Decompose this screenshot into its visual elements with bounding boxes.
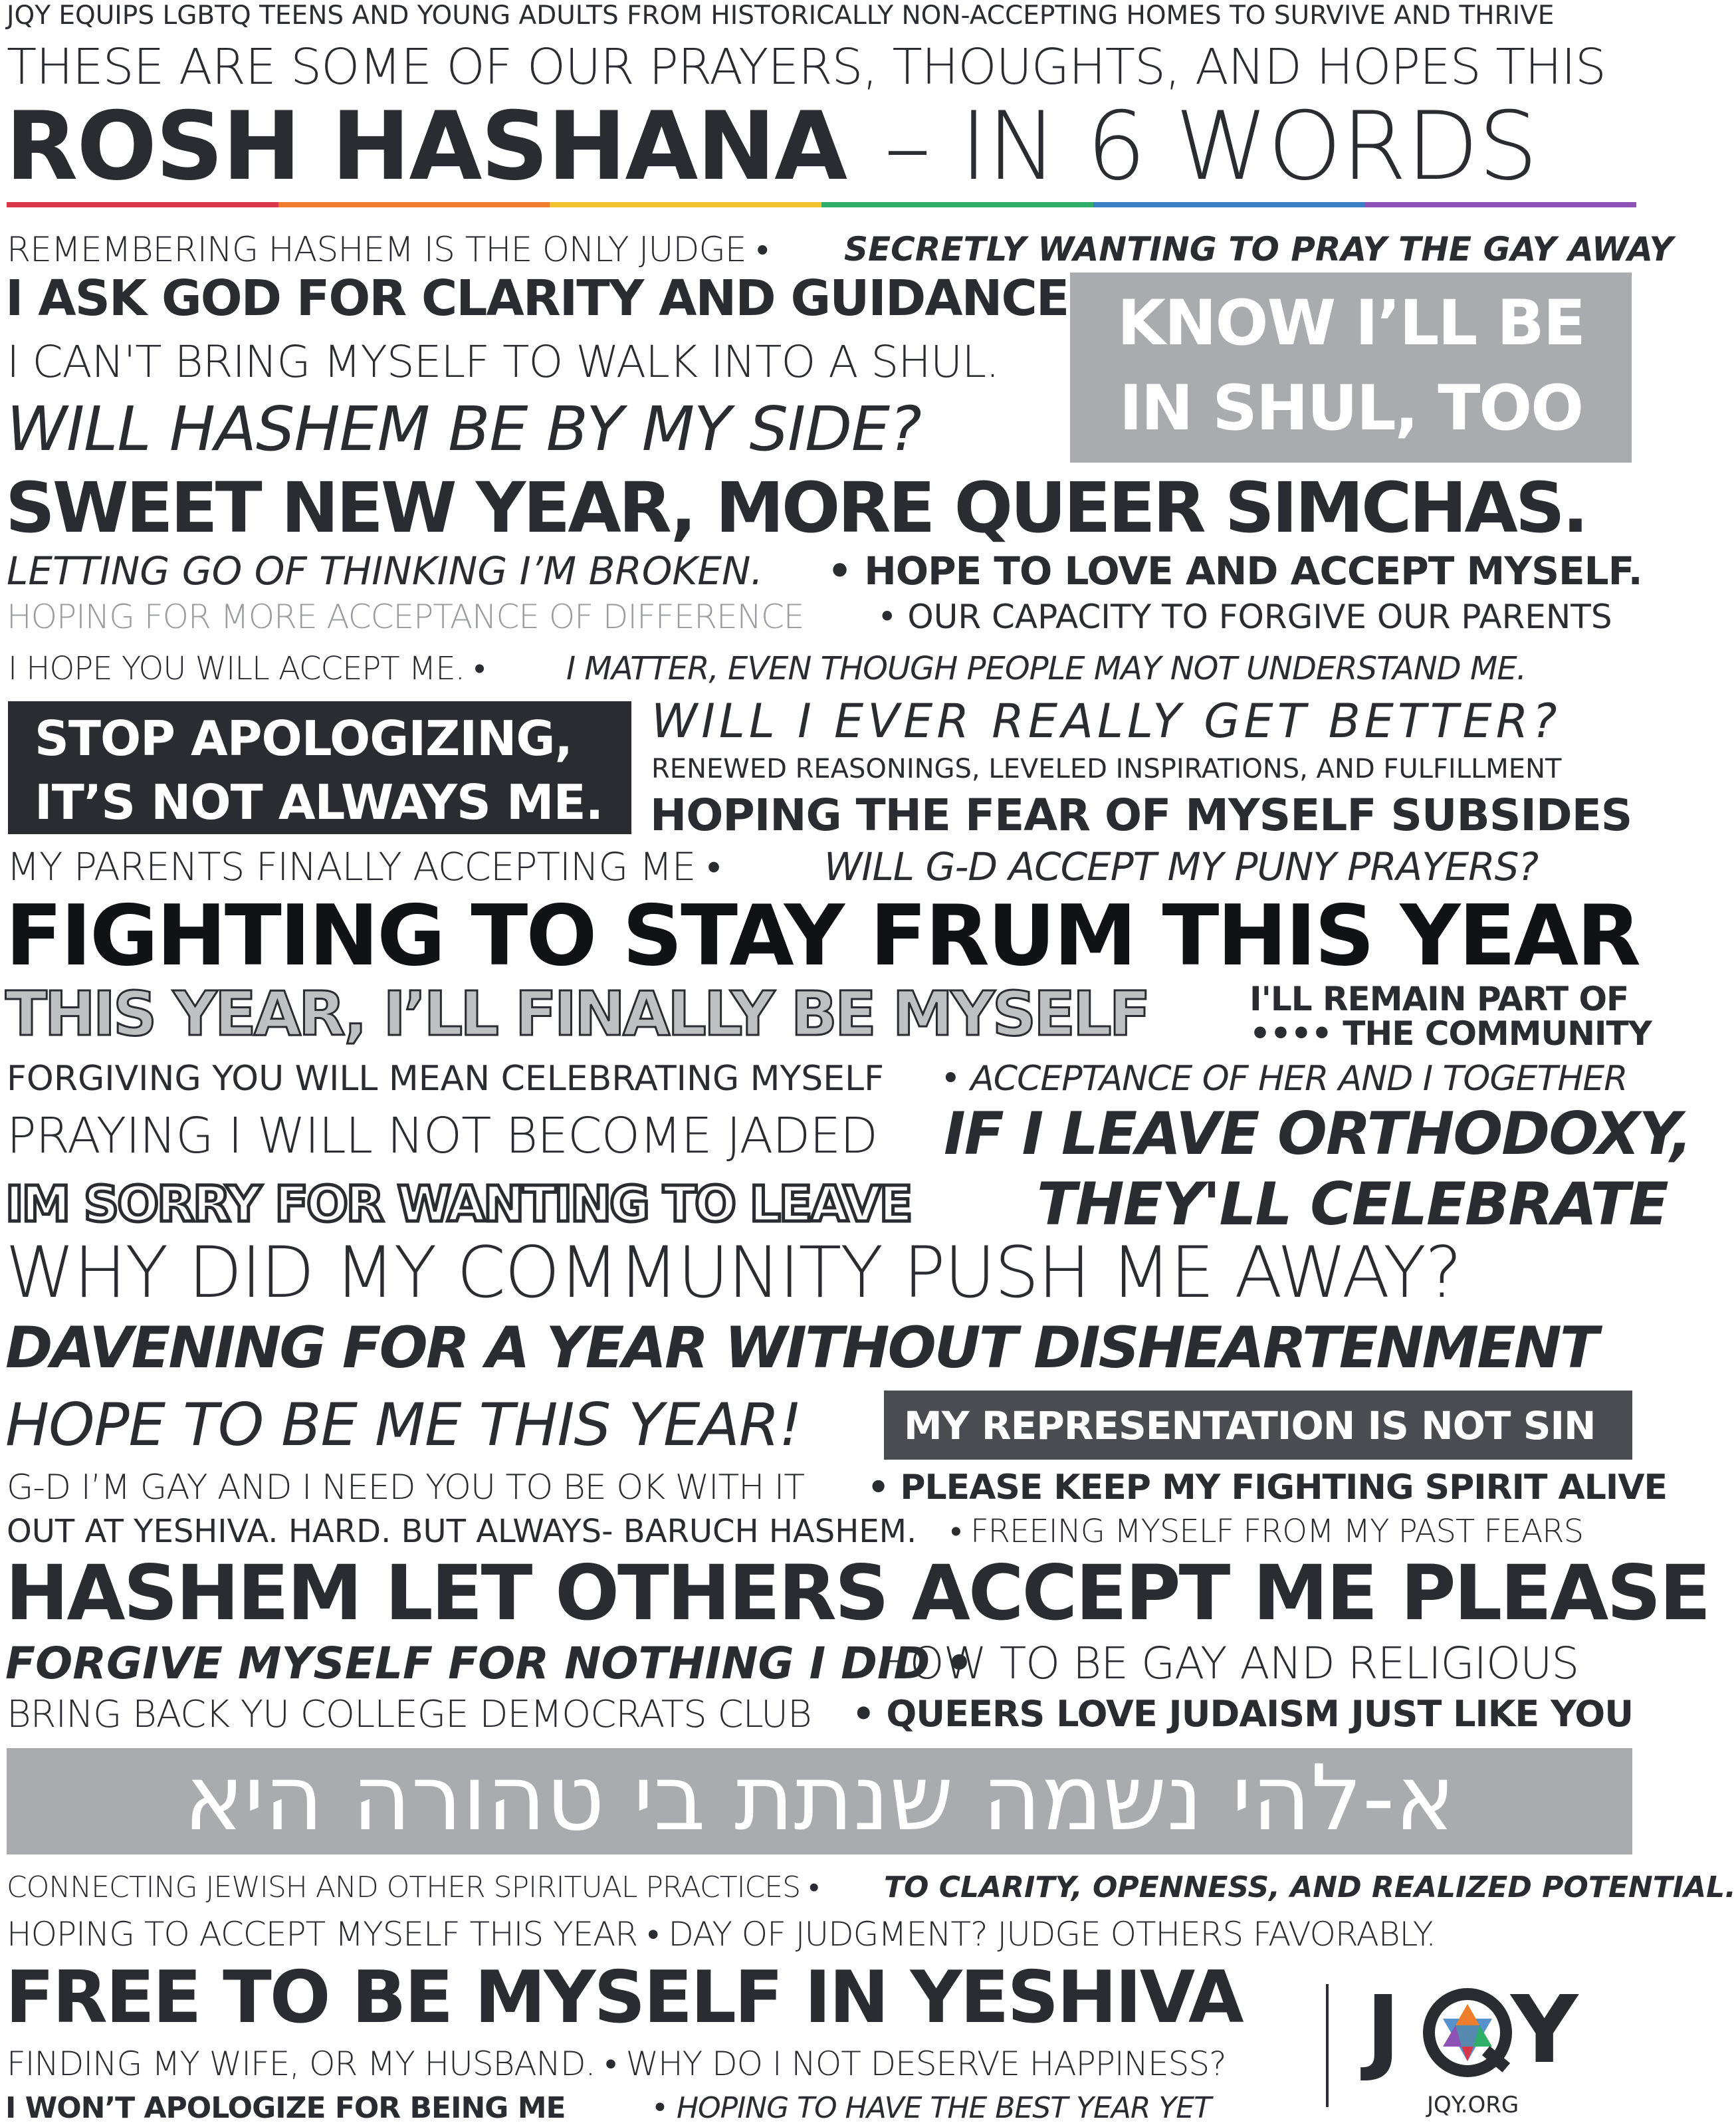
rainbow-red bbox=[7, 202, 278, 207]
line-more-acceptance: HOPING FOR MORE ACCEPTANCE OF DIFFERENCE bbox=[7, 598, 804, 636]
line-remain-part-2: •••• THE COMMUNITY bbox=[1249, 1014, 1652, 1053]
line-past-fears: • FREEING MYSELF FROM MY PAST FEARS bbox=[950, 1513, 1584, 1550]
logo-url[interactable]: JQY.ORG bbox=[1427, 2092, 1519, 2118]
line-finding-wife: FINDING MY WIFE, OR MY HUSBAND. • WHY DO I NOT DESERVE HAPPINESS? bbox=[7, 2045, 1226, 2083]
logo-divider bbox=[1326, 1984, 1329, 2107]
rainbow-star-q-icon bbox=[1424, 1989, 1511, 2076]
rainbow-divider bbox=[7, 202, 1636, 207]
line-secretly: SECRETLY WANTING TO PRAY THE GAY AWAY bbox=[844, 230, 1674, 269]
line-theyll-celebrate: THEY'LL CELEBRATE bbox=[1037, 1170, 1668, 1238]
line-not-jaded: PRAYING I WILL NOT BECOME JADED bbox=[7, 1107, 877, 1165]
box-stop-apologizing bbox=[8, 701, 631, 834]
line-yu-democrats: BRING BACK YU COLLEGE DEMOCRATS CLUB bbox=[7, 1693, 812, 1736]
line-renewed: RENEWED REASONINGS, LEVELED INSPIRATIONS, AND FULFILLMENT bbox=[651, 754, 1562, 784]
line-fear-subsides: HOPING THE FEAR OF MYSELF SUBSIDES bbox=[650, 790, 1632, 841]
box-representation bbox=[884, 1391, 1632, 1460]
line-forgiving-you: FORGIVING YOU WILL MEAN CELEBRATING MYSELF bbox=[7, 1059, 885, 1099]
line-hope-love: • HOPE TO LOVE AND ACCEPT MYSELF. bbox=[827, 548, 1642, 594]
box-stop-line1: STOP APOLOGIZING, bbox=[35, 711, 572, 766]
line-forgive-parents: • OUR CAPACITY TO FORGIVE OUR PARENTS bbox=[877, 598, 1612, 636]
line-parents-accepting: MY PARENTS FINALLY ACCEPTING ME • bbox=[7, 844, 720, 889]
line-letting-go: LETTING GO OF THINKING I’M BROKEN. bbox=[7, 548, 763, 594]
line-leave-orthodoxy: IF I LEAVE ORTHODOXY, bbox=[944, 1099, 1691, 1168]
line-i-matter: I MATTER, EVEN THOUGH PEOPLE MAY NOT UNDERSTAND ME. bbox=[566, 650, 1526, 687]
line-gay-religious: HOW TO BE GAY AND RELIGIOUS bbox=[877, 1638, 1579, 1689]
line-sorry-leave: IM SORRY FOR WANTING TO LEAVE bbox=[5, 1176, 911, 1233]
line-connecting: CONNECTING JEWISH AND OTHER SPIRITUAL PRACTICES • bbox=[7, 1870, 819, 1904]
line-forgive-nothing: FORGIVE MYSELF FOR NOTHING I DID • bbox=[5, 1638, 974, 1689]
jqy-wordmark bbox=[1366, 1976, 1592, 2084]
line-remembering: REMEMBERING HASHEM IS THE ONLY JUDGE • bbox=[7, 230, 768, 270]
box-know-line1: KNOW I’LL BE bbox=[1117, 287, 1584, 360]
box-stop-line2: IT’S NOT ALWAYS ME. bbox=[35, 774, 603, 830]
line-hope-be-me: HOPE TO BE ME THIS YEAR! bbox=[5, 1391, 802, 1459]
line-puny-prayers: WILL G-D ACCEPT MY PUNY PRAYERS? bbox=[824, 844, 1539, 889]
line-fighting-spirit: • PLEASE KEEP MY FIGHTING SPIRIT ALIVE bbox=[867, 1468, 1668, 1508]
line-wont-apologize: I WON’T APOLOGIZE FOR BEING ME bbox=[5, 2091, 566, 2125]
rainbow-orange bbox=[278, 202, 550, 207]
line-hashem-accept: HASHEM LET OTHERS ACCEPT ME PLEASE bbox=[5, 1549, 1709, 1637]
line-realized-potential: TO CLARITY, OPENNESS, AND REALIZED POTENTIAL. bbox=[884, 1870, 1736, 1904]
line-clarity-guidance: I ASK GOD FOR CLARITY AND GUIDANCE bbox=[5, 270, 1069, 327]
line-need-you-ok: G-D I’M GAY AND I NEED YOU TO BE OK WITH IT bbox=[7, 1468, 804, 1508]
box-representation-text: MY REPRESENTATION IS NOT SIN bbox=[904, 1403, 1596, 1448]
rainbow-purple bbox=[1364, 202, 1636, 207]
line-her-and-i: • ACCEPTANCE OF HER AND I TOGETHER bbox=[940, 1059, 1628, 1099]
subtitle: THESE ARE SOME OF OUR PRAYERS, THOUGHTS, AND HOPES THIS bbox=[7, 39, 1606, 96]
line-sweet-new-year: SWEET NEW YEAR, MORE QUEER SIMCHAS. bbox=[5, 467, 1586, 548]
line-judge-favorably: HOPING TO ACCEPT MYSELF THIS YEAR • DAY OF JUDGMENT? JUDGE OTHERS FAVORABLY. bbox=[7, 1915, 1436, 1954]
line-fighting-frum: FIGHTING TO STAY FRUM THIS YEAR bbox=[5, 887, 1640, 984]
jqy-logo[interactable] bbox=[1366, 1976, 1592, 2118]
rainbow-blue bbox=[1093, 202, 1365, 207]
line-shul: I CAN'T BRING MYSELF TO WALK INTO A SHUL. bbox=[7, 336, 999, 388]
line-get-better: WILL I EVER REALLY GET BETTER? bbox=[651, 694, 1561, 748]
page-title-bold: ROSH HASHANA bbox=[5, 92, 847, 201]
logo-letter-j: J bbox=[1366, 1976, 1400, 2084]
logo-letter-y: Y bbox=[1511, 1976, 1577, 2084]
page-title-light: – IN 6 WORDS bbox=[884, 92, 1538, 201]
line-hashem-side: WILL HASHEM BE BY MY SIDE? bbox=[7, 393, 921, 465]
box-know-shul bbox=[1070, 273, 1632, 463]
rainbow-green bbox=[821, 202, 1093, 207]
line-free-yeshiva: FREE TO BE MYSELF IN YESHIVA bbox=[5, 1956, 1242, 2039]
line-finally-myself: THIS YEAR, I’LL FINALLY BE MYSELF bbox=[5, 978, 1148, 1050]
line-out-yeshiva: OUT AT YESHIVA. HARD. BUT ALWAYS- BARUCH HASHEM. bbox=[7, 1513, 917, 1550]
line-best-year: • HOPING TO HAVE THE BEST YEAR YET bbox=[651, 2091, 1211, 2125]
line-remain-part-1: I'LL REMAIN PART OF bbox=[1249, 980, 1629, 1018]
line-push-away: WHY DID MY COMMUNITY PUSH ME AWAY? bbox=[5, 1232, 1462, 1313]
line-queers-love: • QUEERS LOVE JUDAISM JUST LIKE YOU bbox=[852, 1693, 1634, 1735]
line-davening: DAVENING FOR A YEAR WITHOUT DISHEARTENMENT bbox=[5, 1315, 1597, 1381]
hebrew-text: א-להי נשמה שנתת בי טהורה היא bbox=[183, 1746, 1456, 1851]
tagline: JQY EQUIPS LGBTQ TEENS AND YOUNG ADULTS FROM HISTORICALLY NON-ACCEPTING HOMES TO SURVIVE AND THRIVE bbox=[7, 1, 1555, 31]
hebrew-banner bbox=[7, 1748, 1632, 1854]
box-know-line2: IN SHUL, TOO bbox=[1119, 372, 1583, 445]
rainbow-yellow bbox=[550, 202, 821, 207]
line-accept-me: I HOPE YOU WILL ACCEPT ME. • bbox=[8, 650, 485, 687]
